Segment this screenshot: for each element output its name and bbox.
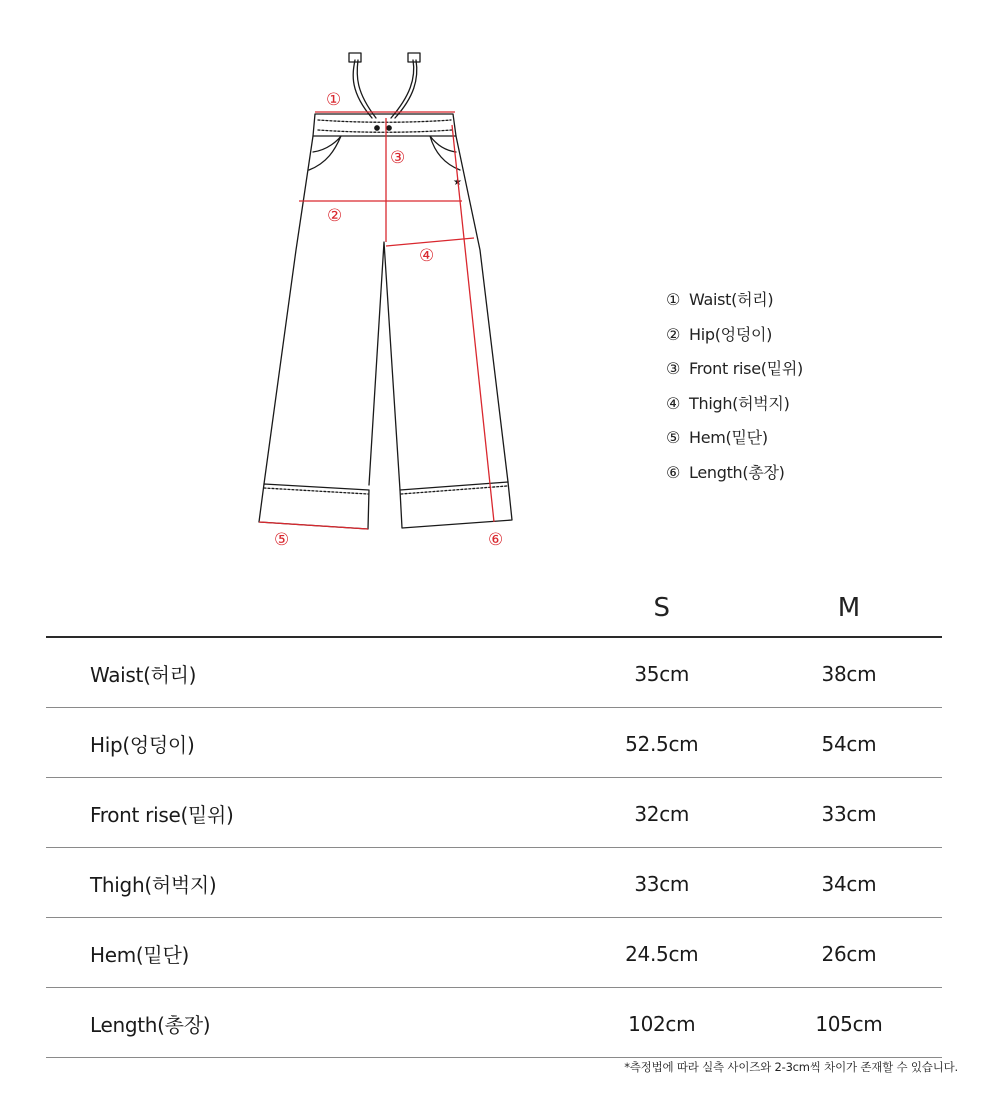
value-s: 32cm	[568, 778, 756, 848]
size-table	[46, 580, 942, 1058]
table-row	[46, 988, 942, 1058]
row-label: Length(총장)	[46, 988, 568, 1058]
legend-number: ④	[666, 393, 681, 413]
measurement-lines	[259, 112, 494, 529]
value-m: 54cm	[756, 708, 942, 778]
table-row	[46, 708, 942, 778]
legend-item-thigh	[666, 392, 803, 427]
marker-hip: ②	[327, 206, 343, 226]
legend-number: ③	[666, 359, 681, 379]
legend-item-hip	[666, 323, 803, 358]
legend-number: ⑤	[666, 428, 681, 448]
value-s: 102cm	[568, 988, 756, 1058]
value-s: 24.5cm	[568, 918, 756, 988]
star-detail: ★	[453, 177, 462, 188]
legend-item-length	[666, 461, 803, 496]
value-s: 33cm	[568, 848, 756, 918]
row-label: Hip(엉덩이)	[46, 708, 568, 778]
measurement-legend	[666, 288, 803, 496]
header-size-s: S	[568, 580, 756, 637]
legend-item-hem	[666, 426, 803, 461]
value-m: 26cm	[756, 918, 942, 988]
legend-number: ②	[666, 324, 681, 344]
value-m: 34cm	[756, 848, 942, 918]
row-label: Thigh(허벅지)	[46, 848, 568, 918]
legend-label: Thigh(허벅지)	[689, 393, 790, 413]
marker-hem: ⑤	[274, 530, 290, 550]
value-s: 35cm	[568, 637, 756, 708]
legend-number: ①	[666, 290, 681, 309]
legend-label: Front rise(밑위)	[689, 359, 803, 379]
legend-item-front-rise	[666, 357, 803, 392]
table-header-row	[46, 580, 942, 637]
marker-front-rise: ③	[390, 148, 406, 168]
value-s: 52.5cm	[568, 708, 756, 778]
header-empty	[46, 580, 568, 637]
table-row	[46, 778, 942, 848]
value-m: 38cm	[756, 637, 942, 708]
value-m: 33cm	[756, 778, 942, 848]
table-row	[46, 637, 942, 708]
table-row	[46, 848, 942, 918]
marker-waist: ①	[326, 90, 342, 110]
header-size-m: M	[756, 580, 942, 637]
row-label: Hem(밑단)	[46, 918, 568, 988]
measurement-footnote: *측정법에 따라 실측 사이즈와 2-3cm씩 차이가 존재할 수 있습니다.	[624, 1060, 958, 1074]
legend-label: Length(총장)	[689, 462, 785, 482]
marker-length: ⑥	[488, 530, 504, 550]
value-m: 105cm	[756, 988, 942, 1058]
legend-label: Hip(엉덩이)	[689, 324, 773, 344]
table-row	[46, 918, 942, 988]
marker-thigh: ④	[419, 246, 435, 266]
legend-number: ⑥	[666, 462, 681, 482]
row-label: Front rise(밑위)	[46, 778, 568, 848]
legend-item-waist	[666, 288, 803, 323]
legend-label: Waist(허리)	[689, 290, 774, 309]
legend-label: Hem(밑단)	[689, 428, 768, 448]
row-label: Waist(허리)	[46, 637, 568, 708]
